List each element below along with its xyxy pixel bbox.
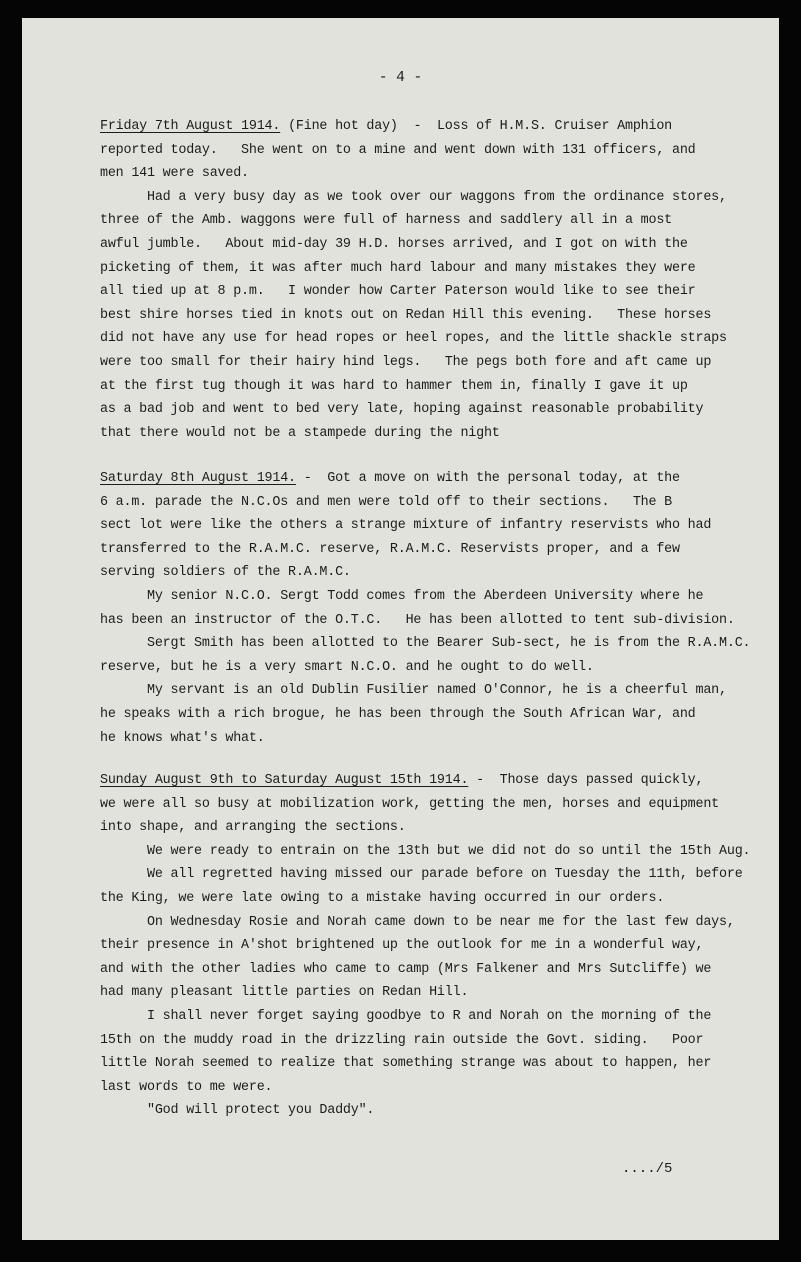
page-number: - 4 - — [378, 70, 423, 86]
entry-line: three of the Amb. waggons were full of harness and saddlery all in a most — [100, 213, 673, 229]
entry-line: transferred to the R.A.M.C. reserve, R.A.M.C. Reservists proper, and a few — [100, 541, 680, 557]
entry-line: awful jumble. About mid-day 39 H.D. horses arrived, and I got on with the — [100, 236, 688, 252]
entry-line: On Wednesday Rosie and Norah came down to be near me for the last few days, — [100, 914, 735, 930]
entry-date: Saturday 8th August 1914. — [100, 471, 296, 486]
entry-line: My senior N.C.O. Sergt Todd comes from the Aberdeen University where he — [100, 588, 704, 604]
entry-line: We were ready to entrain on the 13th but we did not do so until the 15th Aug. — [100, 843, 751, 859]
entry-line: best shire horses tied in knots out on Redan Hill this evening. These horses — [100, 307, 712, 323]
entry-line: men 141 were saved. — [100, 166, 249, 182]
entry-line: I shall never forget saying goodbye to R and Norah on the morning of the — [100, 1008, 712, 1024]
entry-text: - Those days passed quickly, — [468, 773, 704, 788]
entry-line-first — [100, 467, 760, 491]
entry-line: sect lot were like the others a strange mixture of infantry reservists who had — [100, 518, 712, 534]
entry-line: Had a very busy day as we took over our waggons from the ordinance stores, — [100, 189, 727, 205]
entry-line: We all regretted having missed our parade before on Tuesday the 11th, before — [100, 867, 743, 883]
entry-line: had many pleasant little parties on Redan Hill. — [100, 985, 469, 1001]
entry-line: and with the other ladies who came to camp (Mrs Falkener and Mrs Sutcliffe) we — [100, 961, 712, 977]
entry-line: at the first tug though it was hard to hammer them in, finally I gave it up — [100, 378, 688, 394]
entry-line: the King, we were late owing to a mistake having occurred in our orders. — [100, 890, 665, 906]
diary-entry-friday — [100, 115, 760, 445]
entry-line: we were all so busy at mobilization work, getting the men, horses and equipment — [100, 796, 720, 812]
entry-line: into shape, and arranging the sections. — [100, 820, 406, 836]
entry-line: "God will protect you Daddy". — [100, 1103, 375, 1119]
entry-line: that there would not be a stampede during the night — [100, 425, 500, 441]
entry-line-first — [100, 769, 760, 793]
entry-line: My servant is an old Dublin Fusilier named O'Connor, he is a cheerful man, — [100, 683, 727, 699]
entry-line: serving soldiers of the R.A.M.C. — [100, 565, 351, 581]
diary-entry-saturday — [100, 467, 760, 750]
entry-line: he knows what's what. — [100, 730, 265, 746]
entry-text: (Fine hot day) - Loss of H.M.S. Cruiser Amphion — [280, 119, 673, 134]
entry-line-first — [100, 115, 760, 139]
entry-line: all tied up at 8 p.m. I wonder how Carter Paterson would like to see their — [100, 284, 696, 300]
entry-line: last words to me were. — [100, 1079, 273, 1095]
entry-line: 6 a.m. parade the N.C.Os and men were told off to their sections. The B — [100, 494, 673, 510]
entry-line: Sergt Smith has been allotted to the Bearer Sub-sect, he is from the R.A.M.C. — [100, 636, 751, 652]
entry-line: reserve, but he is a very smart N.C.O. and he ought to do well. — [100, 659, 594, 675]
entry-line: as a bad job and went to bed very late, hoping against reasonable probability — [100, 402, 704, 418]
entry-line: their presence in A'shot brightened up the outlook for me in a wonderful way, — [100, 938, 704, 954]
entry-line: little Norah seemed to realize that something strange was about to happen, her — [100, 1056, 712, 1072]
entry-line: reported today. She went on to a mine and went down with 131 officers, and — [100, 142, 696, 158]
entry-line: he speaks with a rich brogue, he has been through the South African War, and — [100, 706, 696, 722]
entry-text: - Got a move on with the personal today, at the — [295, 471, 680, 486]
entry-line: 15th on the muddy road in the drizzling rain outside the Govt. siding. Poor — [100, 1032, 704, 1048]
diary-entry-sunday-to-saturday — [100, 769, 760, 1123]
entry-date: Sunday August 9th to Saturday August 15th 1914. — [100, 773, 469, 788]
entry-line: were too small for their hairy hind legs. The pegs both fore and aft came up — [100, 354, 712, 370]
entry-line: picketing of them, it was after much hard labour and many mistakes they were — [100, 260, 696, 276]
continuation-marker: ..../5 — [622, 1161, 673, 1177]
entry-date: Friday 7th August 1914. — [100, 119, 281, 134]
entry-line: did not have any use for head ropes or heel ropes, and the little shackle straps — [100, 331, 727, 347]
typescript-page — [22, 18, 779, 1240]
entry-line: has been an instructor of the O.T.C. He has been allotted to tent sub-division. — [100, 612, 735, 628]
